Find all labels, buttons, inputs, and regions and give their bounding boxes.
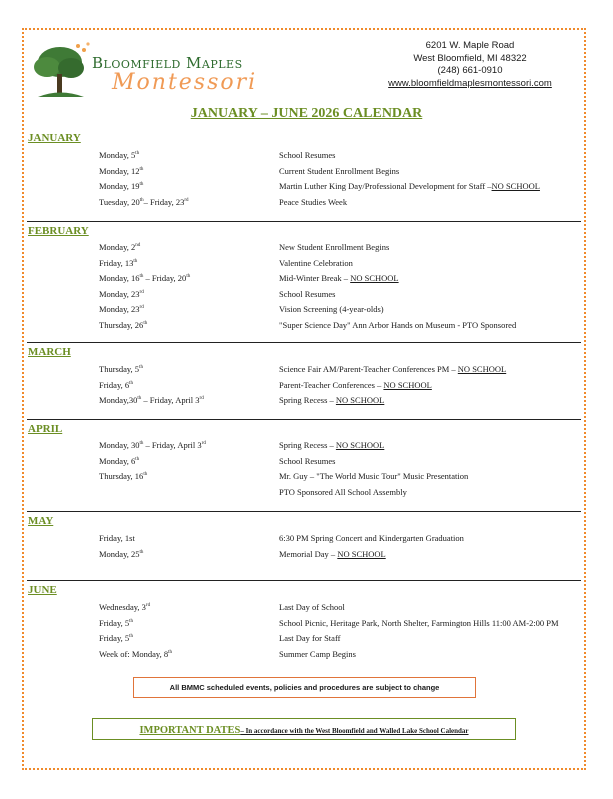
event-date-suffix: th: [135, 456, 140, 462]
event-date: [99, 320, 147, 330]
event-date: [99, 549, 143, 559]
event-description: [279, 320, 516, 330]
disclaimer-note: All BMMC scheduled events, policies and procedures are subject to change: [133, 677, 476, 698]
event-description: [279, 618, 559, 628]
important-dates-detail: – In accordance with the West Bloomfield and Walled Lake School Calendar: [240, 727, 469, 735]
event-description: [279, 533, 464, 543]
event-date: [99, 364, 143, 374]
event-date-text: Monday, 12: [99, 165, 140, 176]
event-date-text: Friday, 6: [99, 379, 130, 390]
event-date: [99, 649, 172, 659]
event-text: "Super Science Day" Ann Arbor Hands on Museum - PTO Sponsored: [279, 319, 517, 330]
event-text: Mid-Winter Break –: [279, 273, 351, 283]
event-date-range: – Friday, April 3: [141, 395, 200, 405]
event-text: Last Day for Staff: [279, 633, 341, 643]
month-divider: [27, 342, 581, 343]
event-date: [99, 533, 135, 543]
address-street: 6201 W. Maple Road: [425, 40, 515, 51]
event-date: [99, 258, 137, 268]
month-heading: JUNE: [28, 584, 57, 596]
no-school-label: NO SCHOOL: [457, 364, 507, 374]
event-date: [99, 380, 133, 390]
event-date-text: Monday, 23: [99, 288, 140, 299]
event-description: [279, 289, 335, 299]
event-description: [279, 633, 340, 643]
event-description: [279, 273, 399, 283]
event-date-suffix: th: [139, 197, 144, 203]
month-divider: [27, 511, 581, 512]
address-city: West Bloomfield, MI 48322: [413, 52, 527, 64]
event-date-suffix: th: [139, 182, 144, 188]
event-description: [279, 487, 407, 497]
event-date: [99, 242, 140, 252]
event-date: [99, 440, 206, 450]
event-date-suffix: th: [133, 258, 138, 264]
event-text: Current Student Enrollment Begins: [279, 165, 400, 176]
event-text: Valentine Celebration: [279, 257, 353, 268]
event-text: School Resumes: [279, 455, 336, 466]
event-date-text: Monday, 6: [99, 455, 136, 466]
event-text: Summer Camp Begins: [279, 648, 356, 659]
event-date-suffix: rd: [139, 305, 144, 311]
address-phone: (248) 661-0910: [437, 65, 503, 76]
school-logo: [30, 40, 270, 105]
month-divider: [27, 419, 581, 420]
event-text: Mr. Guy – "The World Music Tour" Music Presentation: [279, 471, 469, 481]
event-description: [279, 471, 468, 481]
event-date: [99, 395, 204, 405]
event-date-text: Thursday, 5: [99, 364, 140, 374]
event-text: Vision Screening (4-year-olds): [279, 304, 384, 314]
event-date-suffix: th: [129, 634, 134, 640]
event-date: [99, 166, 143, 176]
event-date-text: Thursday, 26: [99, 319, 144, 330]
event-description: [279, 456, 335, 466]
event-date-range-suffix: rd: [201, 441, 206, 447]
logo-name: Bloomfield Maples: [92, 54, 243, 72]
event-text: Science Fair AM/Parent-Teacher Conferences PM –: [279, 364, 458, 374]
event-description: [279, 150, 335, 160]
event-date-text: Week of: Monday, 8: [99, 648, 169, 659]
event-date-suffix: nd: [135, 243, 141, 249]
event-date-suffix: th: [129, 380, 134, 386]
event-date-text: Monday,30: [99, 395, 138, 405]
event-description: [279, 304, 384, 314]
event-date-text: Monday, 25: [99, 548, 140, 559]
event-date-text: Monday, 19: [99, 181, 140, 191]
event-date-text: Wednesday, 3: [99, 602, 146, 612]
event-description: [279, 602, 345, 612]
no-school-label: NO SCHOOL: [491, 181, 540, 191]
event-date-text: Tuesday, 20: [99, 196, 140, 207]
event-date-range: – Friday, 23: [143, 196, 185, 207]
month-divider: [27, 221, 581, 222]
event-description: [279, 242, 389, 252]
event-text: School Picnic, Heritage Park, North Shelter, Farmington Hills 11:00 AM-2:00 PM: [279, 617, 559, 628]
event-date: [99, 289, 144, 299]
month-heading: MARCH: [28, 346, 71, 358]
event-date: [99, 150, 139, 160]
month-heading: JANUARY: [28, 132, 81, 144]
event-text: Peace Studies Week: [279, 196, 348, 207]
event-description: [279, 197, 347, 207]
event-text: PTO Sponsored All School Assembly: [279, 486, 407, 497]
event-date-suffix: th: [139, 549, 144, 555]
event-date: [99, 273, 190, 283]
event-description: [279, 649, 356, 659]
event-date-text: Monday, 2: [99, 242, 136, 252]
event-date-range-suffix: rd: [199, 396, 204, 402]
month-heading: APRIL: [28, 423, 63, 435]
important-dates-label: IMPORTANT DATES: [139, 725, 241, 736]
event-description: [279, 549, 386, 559]
tree-logo-icon: [30, 40, 92, 102]
no-school-label: NO SCHOOL: [350, 273, 399, 283]
no-school-label: NO SCHOOL: [335, 440, 385, 450]
event-description: [279, 166, 399, 176]
event-date-suffix: th: [137, 396, 142, 402]
event-date-suffix: th: [143, 472, 148, 478]
event-date-suffix: th: [135, 151, 140, 157]
event-date-text: Friday, 1st: [99, 533, 135, 543]
event-description: [279, 395, 384, 405]
event-date-suffix: th: [139, 166, 144, 172]
event-text: 6:30 PM Spring Concert and Kindergarten Graduation: [279, 533, 464, 543]
event-date-text: Monday, 5: [99, 150, 136, 160]
event-date-text: Monday, 16: [99, 273, 140, 283]
school-address: [370, 40, 570, 90]
event-date: [99, 304, 144, 314]
event-text: New Student Enrollment Begins: [279, 242, 390, 252]
event-date-suffix: th: [168, 649, 172, 655]
event-text: Last Day of School: [279, 602, 345, 612]
event-date-text: Monday, 30: [99, 440, 140, 450]
event-date: [99, 602, 150, 612]
no-school-label: NO SCHOOL: [337, 548, 386, 559]
event-date-suffix: th: [139, 441, 144, 447]
event-text: Parent-Teacher Conferences –: [279, 379, 384, 390]
event-date-text: Friday, 5: [99, 633, 130, 643]
event-text: School Resumes: [279, 288, 336, 299]
event-description: [279, 181, 540, 191]
event-date-suffix: th: [139, 365, 143, 371]
important-dates-box: [92, 718, 516, 740]
event-date-text: Monday, 23: [99, 304, 140, 314]
event-date-suffix: th: [129, 618, 134, 624]
event-date-suffix: th: [143, 320, 148, 326]
event-date: [99, 633, 133, 643]
month-heading: FEBRUARY: [28, 225, 89, 237]
event-date-range-suffix: th: [186, 274, 191, 280]
event-description: [279, 440, 384, 450]
page-title: JANUARY – JUNE 2026 CALENDAR: [190, 106, 423, 121]
logo-subname: Montessori: [112, 70, 258, 95]
event-date: [99, 456, 139, 466]
website-link[interactable]: www.bloomfieldmaplesmontessori.com: [388, 77, 552, 89]
event-text: Memorial Day –: [279, 548, 338, 559]
event-text: Spring Recess –: [279, 440, 336, 450]
event-date-range: – Friday, April 3: [143, 440, 202, 450]
event-date-text: Friday, 13: [99, 257, 134, 268]
event-text: School Resumes: [279, 150, 336, 160]
event-date-range: – Friday, 20: [143, 273, 187, 283]
event-text: Martin Luther King Day/Professional Development for Staff –: [279, 181, 492, 191]
event-date-text: Friday, 5: [99, 617, 130, 628]
event-date-suffix: th: [139, 274, 144, 280]
event-date: [99, 197, 189, 207]
event-date-suffix: rd: [139, 289, 144, 295]
event-description: [279, 258, 353, 268]
event-date: [99, 181, 143, 191]
event-date: [99, 471, 147, 481]
month-divider: [27, 580, 581, 581]
no-school-label: NO SCHOOL: [335, 395, 385, 405]
event-description: [279, 364, 506, 374]
month-heading: MAY: [28, 515, 54, 527]
event-description: [279, 380, 432, 390]
no-school-label: NO SCHOOL: [383, 379, 432, 390]
event-date-suffix: rd: [145, 603, 151, 609]
event-date-range-suffix: rd: [184, 197, 189, 203]
event-date-text: Thursday, 16: [99, 471, 144, 481]
event-date: [99, 618, 133, 628]
event-text: Spring Recess –: [279, 395, 336, 405]
